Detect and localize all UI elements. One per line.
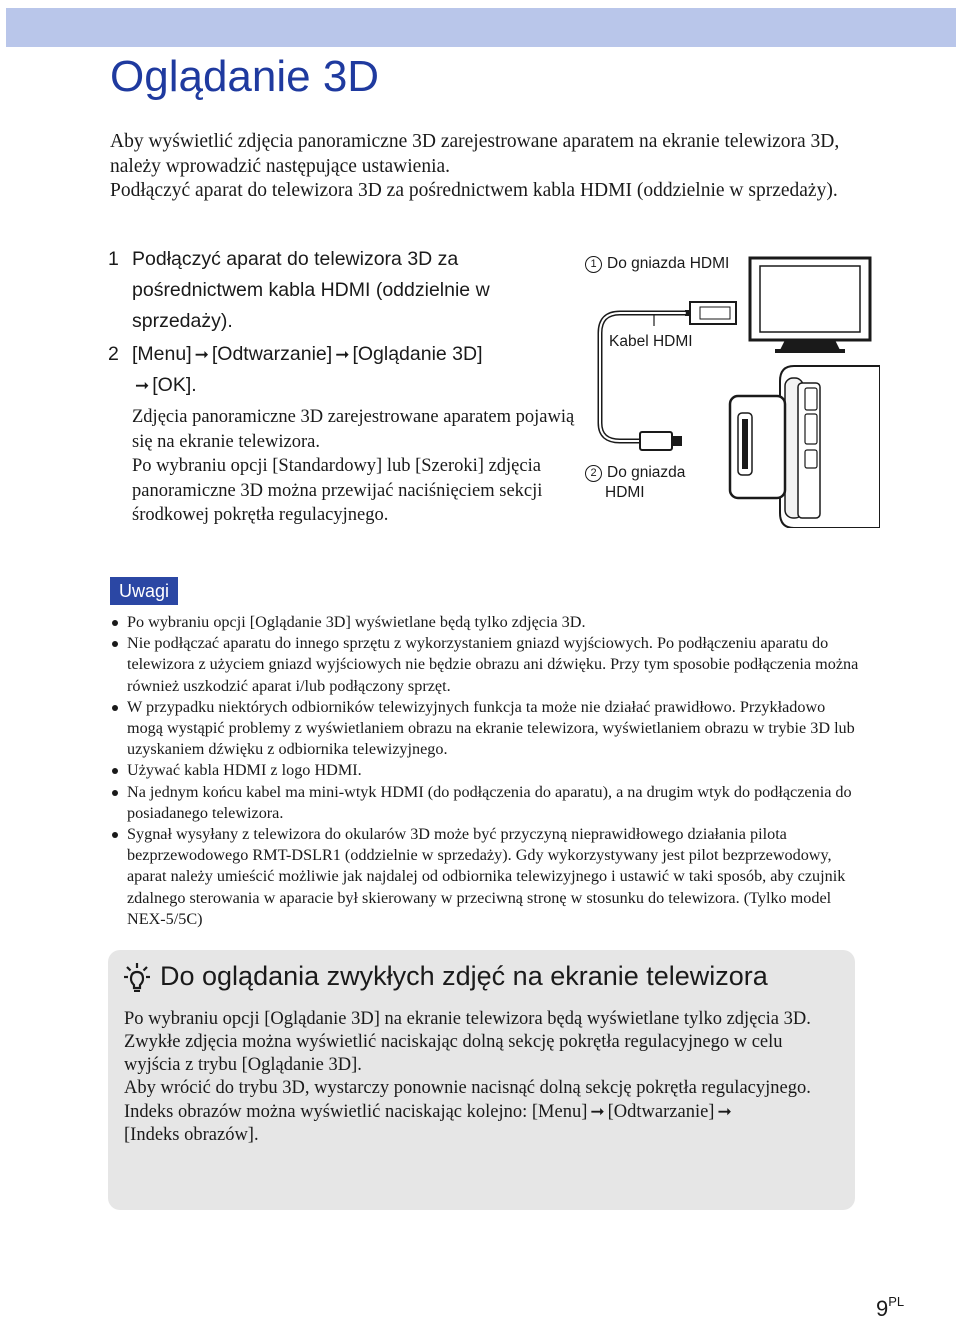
- light-bulb-icon: [124, 962, 150, 992]
- camera-icon: [730, 366, 880, 528]
- tip-paragraph: Aby wrócić do trybu 3D, wystarczy ponownie nacisnąć dolną sekcję pokrętła regulacyjnego.: [124, 1078, 811, 1098]
- intro-text: [110, 130, 850, 204]
- header-bar: [6, 8, 956, 47]
- list-item: Używać kabla HDMI z logo HDMI.: [110, 760, 860, 781]
- connection-diagram: [580, 238, 880, 528]
- list-item: W przypadku niektórych odbiorników telewizyjnych funkcja ta może nie działać prawidłowo. Przykładowo mogą wystąpić problemy z wyświetlaniem obrazu na ekranie telewizora, wyświetlaniem obrazu w trybie 3D lub uzyskaniem dźwięku z odbiornika telewizyjnego.: [110, 697, 860, 761]
- hdmi-plug-icon: [685, 302, 736, 324]
- step-number: 1: [108, 248, 119, 270]
- tip-box: [108, 950, 855, 1210]
- step-2: [108, 339, 583, 528]
- tip-paragraph: Zwykłe zdjęcia można wyświetlić naciskając dolną sekcję pokrętła regulacyjnego w celu wyjścia z trybu [Oglądanie 3D].: [124, 1032, 783, 1075]
- notes-list: [110, 612, 860, 930]
- step-description-line: Zdjęcia panoramiczne 3D zarejestrowane aparatem pojawią się na ekranie telewizora.: [132, 407, 575, 452]
- label-tv-socket: [585, 254, 729, 273]
- tip-title-text: Do oglądania zwykłych zdjęć na ekranie telewizora: [160, 961, 768, 991]
- right-arrow-icon: ➞: [590, 1102, 605, 1121]
- label-camera-socket: [585, 463, 685, 482]
- label-hdmi-cable: Kabel HDMI: [609, 333, 693, 350]
- tip-title: [124, 958, 768, 994]
- tip-paragraph: Po wybraniu opcji [Oglądanie 3D] na ekranie telewizora będą wyświetlane tylko zdjęcia 3D.: [124, 1009, 811, 1029]
- tip-text: Indeks obrazów można wyświetlić naciskając kolejno: [Menu]: [124, 1102, 588, 1122]
- page-title: Oglądanie 3D: [110, 52, 380, 101]
- list-item: Po wybraniu opcji [Oglądanie 3D] wyświetlane będą tylko zdjęcia 3D.: [110, 612, 860, 633]
- step-1: [108, 244, 583, 337]
- page-number: [876, 1290, 904, 1321]
- playback-label: [Odtwarzanie]: [211, 343, 333, 365]
- menu-label: [Menu]: [132, 343, 192, 365]
- number-circle-icon: 1: [585, 256, 602, 273]
- page-number-value: 9: [876, 1296, 889, 1321]
- intro-paragraph: Aby wyświetlić zdjęcia panoramiczne 3D zarejestrowane aparatem na ekranie telewizora 3D, należy wprowadzić następujące ustawienia.: [110, 131, 840, 177]
- list-item: Sygnał wysyłany z telewizora do okularów 3D może być przyczyną nieprawidłowego działania pilota bezprzewodowego RMT-DSLR1 (oddzielnie w sprzedaży). Gdy wykorzystywany jest pilot bezprzewodowy, aparat należy umieścić możliwie jak najdalej od odbiornika telewizyjnego i ustawić w taki sposób, aby czujnik zdalnego sterowania w aparacie był skierowany w przeciwną stronę w stosunku do telewizora. (Tylko model NEX-5/5C): [110, 824, 860, 930]
- steps-list: [108, 244, 583, 528]
- number-circle-icon: 2: [585, 465, 602, 482]
- step-description: [132, 405, 583, 528]
- notes-badge: Uwagi: [110, 577, 178, 605]
- list-item: Na jednym końcu kabel ma mini-wtyk HDMI (do podłączenia do aparatu), a na drugim wtyk do podłączenia do posiadanego telewizora.: [110, 782, 860, 824]
- step-description-line: Po wybraniu opcji [Standardowy] lub [Szeroki] zdjęcia panoramiczne 3D można przewijać naciśnięciem sekcji środkowej pokrętła regulacyjnego.: [132, 456, 543, 526]
- tip-text: [Odtwarzanie]: [607, 1102, 715, 1122]
- label-camera-socket-text: Do gniazda: [607, 464, 686, 481]
- tv-icon: [750, 258, 870, 353]
- label-tv-socket-text: Do gniazda HDMI: [607, 255, 730, 272]
- right-arrow-icon: ➞: [135, 376, 150, 395]
- right-arrow-icon: ➞: [717, 1102, 732, 1121]
- page-language: PL: [888, 1294, 905, 1309]
- list-item: Nie podłączać aparatu do innego sprzętu z wykorzystaniem gniazd wyjściowych. Po podłączeniu aparatu do telewizora z użyciem gniazd wyjściowych nie będzie obrazu ani dźwięku. Przy tym sposobie podłączenia można również uszkodzić aparat i/lub podłączony sprzęt.: [110, 633, 860, 697]
- right-arrow-icon: ➞: [194, 345, 209, 364]
- tip-paragraph: [124, 1100, 824, 1147]
- step-number: 2: [108, 343, 119, 365]
- step-text: Podłączyć aparat do telewizora 3D za pośrednictwem kabla HDMI (oddzielnie w sprzedaży).: [132, 248, 490, 332]
- label-camera-socket-line2: HDMI: [605, 484, 645, 501]
- tip-body: [124, 1008, 824, 1147]
- ok-label: [OK].: [152, 374, 197, 396]
- tip-text: [Indeks obrazów].: [124, 1125, 259, 1145]
- mini-hdmi-plug-icon: [640, 432, 682, 450]
- view-3d-label: [Oglądanie 3D]: [352, 343, 483, 365]
- intro-paragraph: Podłączyć aparat do telewizora 3D za pośrednictwem kabla HDMI (oddzielnie w sprzedaży).: [110, 180, 838, 201]
- right-arrow-icon: ➞: [335, 345, 350, 364]
